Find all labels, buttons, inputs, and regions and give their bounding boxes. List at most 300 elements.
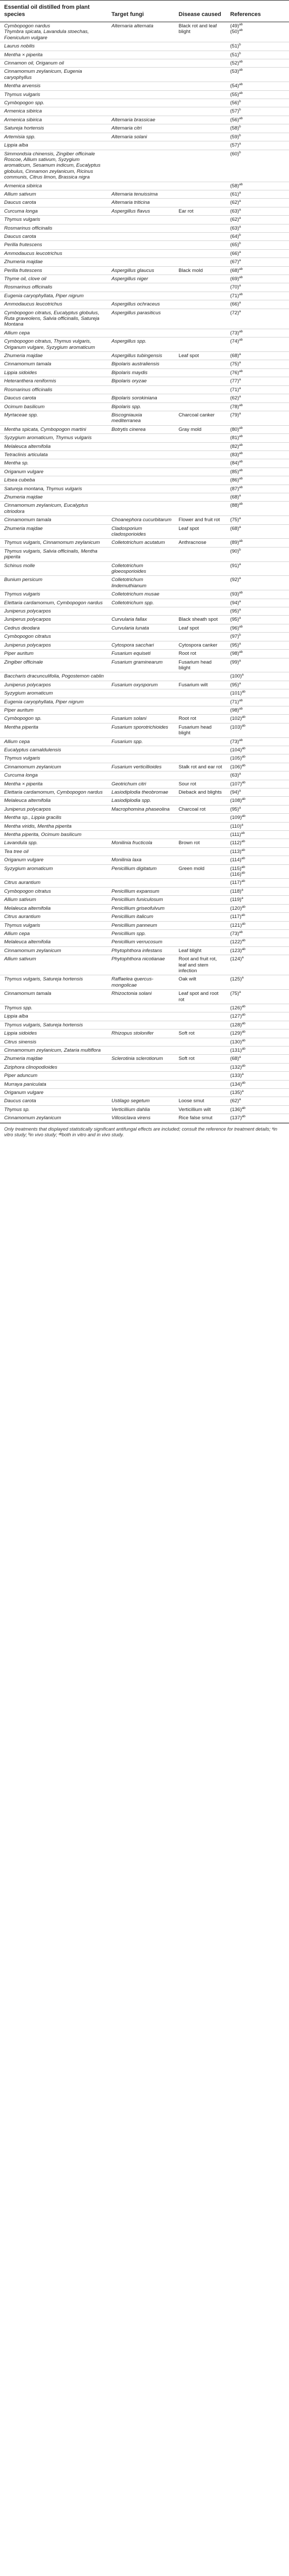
fungus-cell: Botrytis cinerea — [107, 425, 174, 433]
reference-cell: $(104)^{ab}$ — [226, 746, 289, 754]
reference-cell: $(54)^{ab}$ — [226, 82, 289, 90]
fungus-cell — [107, 1038, 174, 1046]
oil-cell: Rosmarinus officinalis — [0, 224, 107, 232]
fungus-cell: Aspergillus tubingensis — [107, 352, 174, 360]
reference-cell: $(84)^{ab}$ — [226, 459, 289, 468]
table-row — [0, 780, 289, 788]
fungus-cell — [107, 258, 174, 266]
disease-cell — [174, 771, 226, 780]
oil-cell: Eugenia caryophyllata, Piper nigrum — [0, 698, 107, 706]
oil-cell: Piper auritum — [0, 650, 107, 658]
disease-cell — [174, 459, 226, 468]
oil-cell: Laurus nobilis — [0, 42, 107, 51]
oil-cell: Thymus vulgaris — [0, 590, 107, 599]
disease-cell — [174, 887, 226, 895]
disease-cell — [174, 42, 226, 51]
oil-cell: Cinnamomum zeylanicum — [0, 763, 107, 771]
reference-cell: $(135)^a$ — [226, 1089, 289, 1097]
disease-cell — [174, 1012, 226, 1021]
disease-cell — [174, 938, 226, 946]
fungus-cell — [107, 329, 174, 337]
reference-cell: $(114)^{ab}$ — [226, 856, 289, 864]
table-row — [0, 921, 289, 929]
header-fungi: Target fungi — [107, 1, 174, 22]
disease-cell: Black rot and leaf blight — [174, 22, 226, 42]
fungus-cell — [107, 42, 174, 51]
disease-cell — [174, 116, 226, 124]
disease-cell — [174, 797, 226, 805]
reference-cell: $(111)^{ab}$ — [226, 831, 289, 839]
table-row — [0, 990, 289, 1004]
table-row — [0, 241, 289, 249]
fungus-cell — [107, 68, 174, 82]
disease-cell — [174, 1004, 226, 1012]
fungus-cell: Penicillium expansum — [107, 887, 174, 895]
table-row — [0, 42, 289, 51]
table-row — [0, 352, 289, 360]
oil-cell: Thymus vulgaris, Cinnamomum zeylanicum — [0, 539, 107, 547]
table-row — [0, 879, 289, 887]
table-row — [0, 975, 289, 990]
reference-cell: $(73)^{ab}$ — [226, 737, 289, 746]
disease-cell: Fusarium head blight — [174, 723, 226, 737]
reference-cell: $(62)^a$ — [226, 394, 289, 403]
disease-cell: Charcoal canker — [174, 411, 226, 425]
reference-cell: $(96)^{ab}$ — [226, 624, 289, 632]
table-row — [0, 788, 289, 797]
disease-cell — [174, 576, 226, 590]
reference-cell: $(103)^{ab}$ — [226, 723, 289, 737]
oil-cell: Ziziphora clinopodioides — [0, 1063, 107, 1071]
table-row — [0, 292, 289, 300]
reference-cell: $(118)^a$ — [226, 887, 289, 895]
reference-cell: $(65)^b$ — [226, 241, 289, 249]
fungus-cell — [107, 150, 174, 182]
table-row — [0, 856, 289, 864]
header-references: References — [226, 1, 289, 22]
fungus-cell: Colletotrichum spp. — [107, 599, 174, 607]
oil-cell: Zhumeria majdae — [0, 493, 107, 501]
oil-cell: Cinnamomum zeylanicum — [0, 1114, 107, 1122]
disease-cell: Anthracnose — [174, 539, 226, 547]
reference-cell: $(94)^a$ — [226, 788, 289, 797]
table-row — [0, 394, 289, 403]
disease-cell — [174, 403, 226, 411]
table-row — [0, 329, 289, 337]
oil-cell: Allium cepa — [0, 329, 107, 337]
reference-cell: $(67)^a$ — [226, 258, 289, 266]
table-row — [0, 723, 289, 737]
reference-cell: $(125)^a$ — [226, 975, 289, 990]
reference-cell: $(68)^a$ — [226, 1055, 289, 1063]
reference-cell: $(133)^a$ — [226, 1072, 289, 1080]
oil-cell: Zhumeria majdae — [0, 1055, 107, 1063]
disease-cell: Fusarium head blight — [174, 658, 226, 672]
reference-cell: $(51)^b$ — [226, 42, 289, 51]
disease-cell — [174, 190, 226, 198]
oil-cell: Eucalyptus camaldulensis — [0, 746, 107, 754]
fungus-cell: Villosiclava virens — [107, 1114, 174, 1122]
fungus-cell — [107, 1072, 174, 1080]
disease-cell — [174, 249, 226, 257]
disease-cell — [174, 1063, 226, 1071]
table-row — [0, 425, 289, 433]
fungus-cell — [107, 1080, 174, 1088]
reference-cell: $(107)^{ab}$ — [226, 780, 289, 788]
essential-oils-table — [0, 0, 289, 1123]
table-row — [0, 99, 289, 107]
table-row — [0, 377, 289, 385]
table-row — [0, 68, 289, 82]
oil-cell: Citrus aurantium — [0, 913, 107, 921]
table-row — [0, 797, 289, 805]
reference-cell: $(136)^{ab}$ — [226, 1105, 289, 1114]
reference-cell: $(119)^a$ — [226, 896, 289, 904]
table-row — [0, 59, 289, 68]
table-row — [0, 737, 289, 746]
oil-cell: Lippia sidoides — [0, 1029, 107, 1038]
header-oils: Essential oil distilled from plant species — [0, 1, 107, 22]
disease-cell: Leaf spot — [174, 352, 226, 360]
oil-cell: Baccharis dracunculifolia, Pogostemon cablin — [0, 672, 107, 681]
disease-cell — [174, 590, 226, 599]
reference-cell: $(80)^{ab}$ — [226, 425, 289, 433]
reference-cell: $(71)^a$ — [226, 385, 289, 394]
table-row — [0, 681, 289, 689]
table-row — [0, 141, 289, 150]
disease-cell — [174, 737, 226, 746]
disease-cell: Leaf spot — [174, 524, 226, 539]
oil-cell: Curcuma longa — [0, 771, 107, 780]
fungus-cell: Monilinia laxa — [107, 856, 174, 864]
disease-cell — [174, 814, 226, 822]
oil-cell: Ammodaucus leucotrichus — [0, 300, 107, 309]
oil-cell: Thymus vulgaris, Satureja hortensis — [0, 1021, 107, 1029]
oil-cell: Daucus carota — [0, 1097, 107, 1105]
reference-cell: $(73)^{ab}$ — [226, 929, 289, 938]
reference-cell: $(97)^b$ — [226, 633, 289, 641]
table-row — [0, 938, 289, 946]
disease-cell: Black mold — [174, 266, 226, 275]
table-row — [0, 468, 289, 476]
disease-cell — [174, 879, 226, 887]
oil-cell: Satureja hortensis — [0, 124, 107, 133]
fungus-cell: Aspergillus niger — [107, 275, 174, 283]
table-row — [0, 182, 289, 190]
oil-cell: Cymbopogon sp. — [0, 715, 107, 723]
reference-cell: $(95)^a$ — [226, 805, 289, 813]
oil-cell: Syzygium aromaticum — [0, 689, 107, 698]
reference-cell: $(62)^a$ — [226, 216, 289, 224]
oil-cell: Rosmarinus officinalis — [0, 385, 107, 394]
oil-cell: Citrus sinensis — [0, 1038, 107, 1046]
reference-cell: $(57)^b$ — [226, 107, 289, 116]
disease-cell — [174, 913, 226, 921]
fungus-cell — [107, 224, 174, 232]
reference-cell: $(58)^{ab}$ — [226, 182, 289, 190]
table-row — [0, 561, 289, 576]
table-row — [0, 706, 289, 714]
reference-cell: $(82)^{ab}$ — [226, 442, 289, 450]
table-row — [0, 698, 289, 706]
disease-cell — [174, 847, 226, 856]
disease-cell — [174, 1038, 226, 1046]
table-row — [0, 590, 289, 599]
oil-cell: Satureja montana, Thymus vulgaris — [0, 485, 107, 493]
oil-cell: Cymbopogon citratus, Thymus vulgaris, Origanum vulgare, Syzygium aromaticum — [0, 337, 107, 352]
reference-cell: $(94)^a$ — [226, 599, 289, 607]
fungus-cell — [107, 442, 174, 450]
reference-cell: $(101)^{ab}$ — [226, 689, 289, 698]
table-row — [0, 150, 289, 182]
reference-cell: $(72)^a$ — [226, 309, 289, 329]
fungus-cell — [107, 1046, 174, 1055]
oil-cell: Elettaria cardamomum, Cymbopogon nardus — [0, 788, 107, 797]
oil-cell: Thymus sp. — [0, 1105, 107, 1114]
table-row — [0, 822, 289, 830]
fungus-cell: Choanephora cucurbitarum — [107, 516, 174, 524]
table-row — [0, 616, 289, 624]
table-row — [0, 190, 289, 198]
disease-cell: Cytospora canker — [174, 641, 226, 649]
fungus-cell — [107, 1063, 174, 1071]
fungus-cell — [107, 879, 174, 887]
disease-cell — [174, 368, 226, 377]
table-row — [0, 839, 289, 847]
oil-cell: Origanum vulgare — [0, 856, 107, 864]
table-container — [0, 0, 289, 1138]
disease-cell: Green mold — [174, 864, 226, 879]
reference-cell: $(120)^{ab}$ — [226, 904, 289, 912]
reference-cell: $(121)^{ab}$ — [226, 921, 289, 929]
fungus-cell: Rhizoctonia solani — [107, 990, 174, 1004]
fungus-cell — [107, 385, 174, 394]
disease-cell — [174, 99, 226, 107]
reference-cell: $(75)^a$ — [226, 360, 289, 368]
reference-cell: $(95)^a$ — [226, 681, 289, 689]
table-row — [0, 1105, 289, 1114]
disease-cell: Loose smut — [174, 1097, 226, 1105]
reference-cell: $(92)^a$ — [226, 576, 289, 590]
reference-cell: $(77)^a$ — [226, 377, 289, 385]
table-row — [0, 309, 289, 329]
oil-cell: Mentha sp. — [0, 459, 107, 468]
oil-cell: Schinus molle — [0, 561, 107, 576]
disease-cell: Brown rot — [174, 839, 226, 847]
reference-cell: $(64)^b$ — [226, 232, 289, 240]
fungus-cell — [107, 82, 174, 90]
disease-cell — [174, 68, 226, 82]
disease-cell: Leaf spot and root rot — [174, 990, 226, 1004]
fungus-cell — [107, 450, 174, 459]
reference-cell: $(62)^a$ — [226, 1097, 289, 1105]
fungus-cell — [107, 706, 174, 714]
oil-cell: Origanum vulgare — [0, 1089, 107, 1097]
disease-cell — [174, 754, 226, 763]
oil-cell: Piper auritum — [0, 706, 107, 714]
disease-cell: Flower and fruit rot — [174, 516, 226, 524]
oil-cell: Mentha sp., Lippia gracilis — [0, 814, 107, 822]
oil-cell: Simmondsia chinensis, Zingiber officinale Roscoe, Allium sativum, Syzygium aromaticum, Sesamum indicum, Eucalyptus globulus, Cinnamon zeylanicum, Ricinus communis, Citrus limon, Brassica nigra — [0, 150, 107, 182]
reference-cell: $(74)^{ab}$ — [226, 337, 289, 352]
reference-cell: $(58)^b$ — [226, 124, 289, 133]
oil-cell: Thymus vulgaris, Salvia officinalis, Mentha piperita — [0, 547, 107, 561]
disease-cell — [174, 59, 226, 68]
oil-cell: Piper aduncum — [0, 1072, 107, 1080]
reference-cell: $(91)^a$ — [226, 561, 289, 576]
oil-cell: Zhumeria majdae — [0, 352, 107, 360]
fungus-cell — [107, 1089, 174, 1097]
fungus-cell: Verticillium dahlia — [107, 1105, 174, 1114]
fungus-cell: Aspergillus parasiticus — [107, 309, 174, 329]
oil-cell: Armenica sibirica — [0, 116, 107, 124]
disease-cell — [174, 822, 226, 830]
table-row — [0, 763, 289, 771]
fungus-cell: Phytophthora infestans — [107, 946, 174, 955]
fungus-cell — [107, 59, 174, 68]
reference-cell: $(56)^b$ — [226, 99, 289, 107]
disease-cell: Black sheath spot — [174, 616, 226, 624]
oil-cell: Rosmarinus officinalis — [0, 283, 107, 292]
disease-cell: Root and fruit rot, leaf and stem infection — [174, 955, 226, 975]
disease-cell — [174, 672, 226, 681]
fungus-cell: Bipolaris oryzae — [107, 377, 174, 385]
reference-cell: $(102)^{ab}$ — [226, 715, 289, 723]
table-row — [0, 1029, 289, 1038]
fungus-cell: Curvularia lunata — [107, 624, 174, 632]
table-row — [0, 124, 289, 133]
oil-cell: Juniperus polycarpos — [0, 641, 107, 649]
table-row — [0, 633, 289, 641]
reference-cell: $(60)^b$ — [226, 150, 289, 182]
disease-cell: Dieback and blights — [174, 788, 226, 797]
disease-cell: Stalk rot and ear rot — [174, 763, 226, 771]
reference-cell: $(88)^{ab}$ — [226, 502, 289, 516]
oil-cell: Mentha × piperita — [0, 51, 107, 59]
disease-cell — [174, 1021, 226, 1029]
table-row — [0, 607, 289, 616]
table-row — [0, 493, 289, 501]
table-row — [0, 116, 289, 124]
oil-cell: Cymbopogon spp. — [0, 99, 107, 107]
fungus-cell: Alternaria solani — [107, 133, 174, 141]
fungus-cell — [107, 672, 174, 681]
fungus-cell — [107, 1004, 174, 1012]
fungus-cell: Monilinia fructicola — [107, 839, 174, 847]
disease-cell — [174, 258, 226, 266]
disease-cell — [174, 856, 226, 864]
table-row — [0, 887, 289, 895]
table-row — [0, 599, 289, 607]
reference-cell: $(59)^b$ — [226, 133, 289, 141]
oil-cell: Cinnamomum zeylanicum, Eucalyptus citriodora — [0, 502, 107, 516]
fungus-cell: Bipolaris sorokiniana — [107, 394, 174, 403]
fungus-cell — [107, 689, 174, 698]
disease-cell — [174, 329, 226, 337]
reference-cell: $(76)^{ab}$ — [226, 368, 289, 377]
disease-cell — [174, 124, 226, 133]
reference-cell: $(95)^a$ — [226, 641, 289, 649]
fungus-cell: Aspergillus ochraceus — [107, 300, 174, 309]
fungus-cell: Lasiodiplodia spp. — [107, 797, 174, 805]
fungus-cell: Fusarium verticillioides — [107, 763, 174, 771]
oil-cell: Mentha viridis, Mentha piperita — [0, 822, 107, 830]
reference-cell: $(78)^{ab}$ — [226, 403, 289, 411]
oil-cell: Cymbopogon citratus, Eucalyptus globulus, Ruta graveolens, Salvia officinalis, Satureja Montana — [0, 309, 107, 329]
disease-cell — [174, 360, 226, 368]
oil-cell: Murraya paniculata — [0, 1080, 107, 1088]
oil-cell: Thymus vulgaris — [0, 921, 107, 929]
reference-cell: $(98)^{ab}$ — [226, 650, 289, 658]
disease-cell: Leaf blight — [174, 946, 226, 955]
disease-cell — [174, 133, 226, 141]
disease-cell — [174, 141, 226, 150]
table-row — [0, 502, 289, 516]
table-row — [0, 650, 289, 658]
reference-cell: $(128)^{ab}$ — [226, 1021, 289, 1029]
disease-cell — [174, 929, 226, 938]
reference-cell: $(71)^{ab}$ — [226, 292, 289, 300]
table-row — [0, 411, 289, 425]
oil-cell: Melaleuca alternifolia — [0, 938, 107, 946]
reference-cell: $(62)^a$ — [226, 199, 289, 207]
oil-cell: Mentha piperita — [0, 723, 107, 737]
reference-cell: $(134)^{ab}$ — [226, 1080, 289, 1088]
reference-cell: $(113)^{ab}$ — [226, 847, 289, 856]
fungus-cell: Aspergillus glaucus — [107, 266, 174, 275]
disease-cell: Soft rot — [174, 1055, 226, 1063]
fungus-cell — [107, 216, 174, 224]
oil-cell: Ammodaucus leucotrichus — [0, 249, 107, 257]
reference-cell: $(79)^a$ — [226, 411, 289, 425]
oil-cell: Zhumeria majdae — [0, 524, 107, 539]
fungus-cell: Fusarium oxysporum — [107, 681, 174, 689]
fungus-cell: Colletotrichum lindemuthianum — [107, 576, 174, 590]
oil-cell: Lippia alba — [0, 1012, 107, 1021]
disease-cell — [174, 633, 226, 641]
fungus-cell: Geotrichum citri — [107, 780, 174, 788]
fungus-cell — [107, 485, 174, 493]
reference-cell: $(137)^{ab}$ — [226, 1114, 289, 1122]
reference-cell: $(63)^a$ — [226, 224, 289, 232]
fungus-cell: Penicillium italicum — [107, 913, 174, 921]
oil-cell: Citrus aurantium — [0, 879, 107, 887]
oil-cell: Mentha arvensis — [0, 82, 107, 90]
oil-cell: Origanum vulgare — [0, 468, 107, 476]
reference-cell: $(112)^{ab}$ — [226, 839, 289, 847]
table-row — [0, 913, 289, 921]
table-row — [0, 1114, 289, 1122]
fungus-cell — [107, 241, 174, 249]
table-row — [0, 896, 289, 904]
fungus-cell: Fusarium solani — [107, 715, 174, 723]
oil-cell: Eugenia caryophyllata, Piper nigrum — [0, 292, 107, 300]
reference-cell: $(117)^{ab}$ — [226, 913, 289, 921]
reference-cell: $(69)^{ab}$ — [226, 275, 289, 283]
disease-cell: Leaf spot — [174, 624, 226, 632]
fungus-cell — [107, 232, 174, 240]
disease-cell: Ear rot — [174, 207, 226, 215]
disease-cell — [174, 1046, 226, 1055]
oil-cell: Daucus carota — [0, 394, 107, 403]
reference-cell: $(75)^a$ — [226, 990, 289, 1004]
table-row — [0, 771, 289, 780]
disease-cell — [174, 493, 226, 501]
oil-cell: Syzygium aromaticum — [0, 864, 107, 879]
fungus-cell: Penicillium griseofulvum — [107, 904, 174, 912]
table-row — [0, 207, 289, 215]
oil-cell: Myrtaceae spp. — [0, 411, 107, 425]
